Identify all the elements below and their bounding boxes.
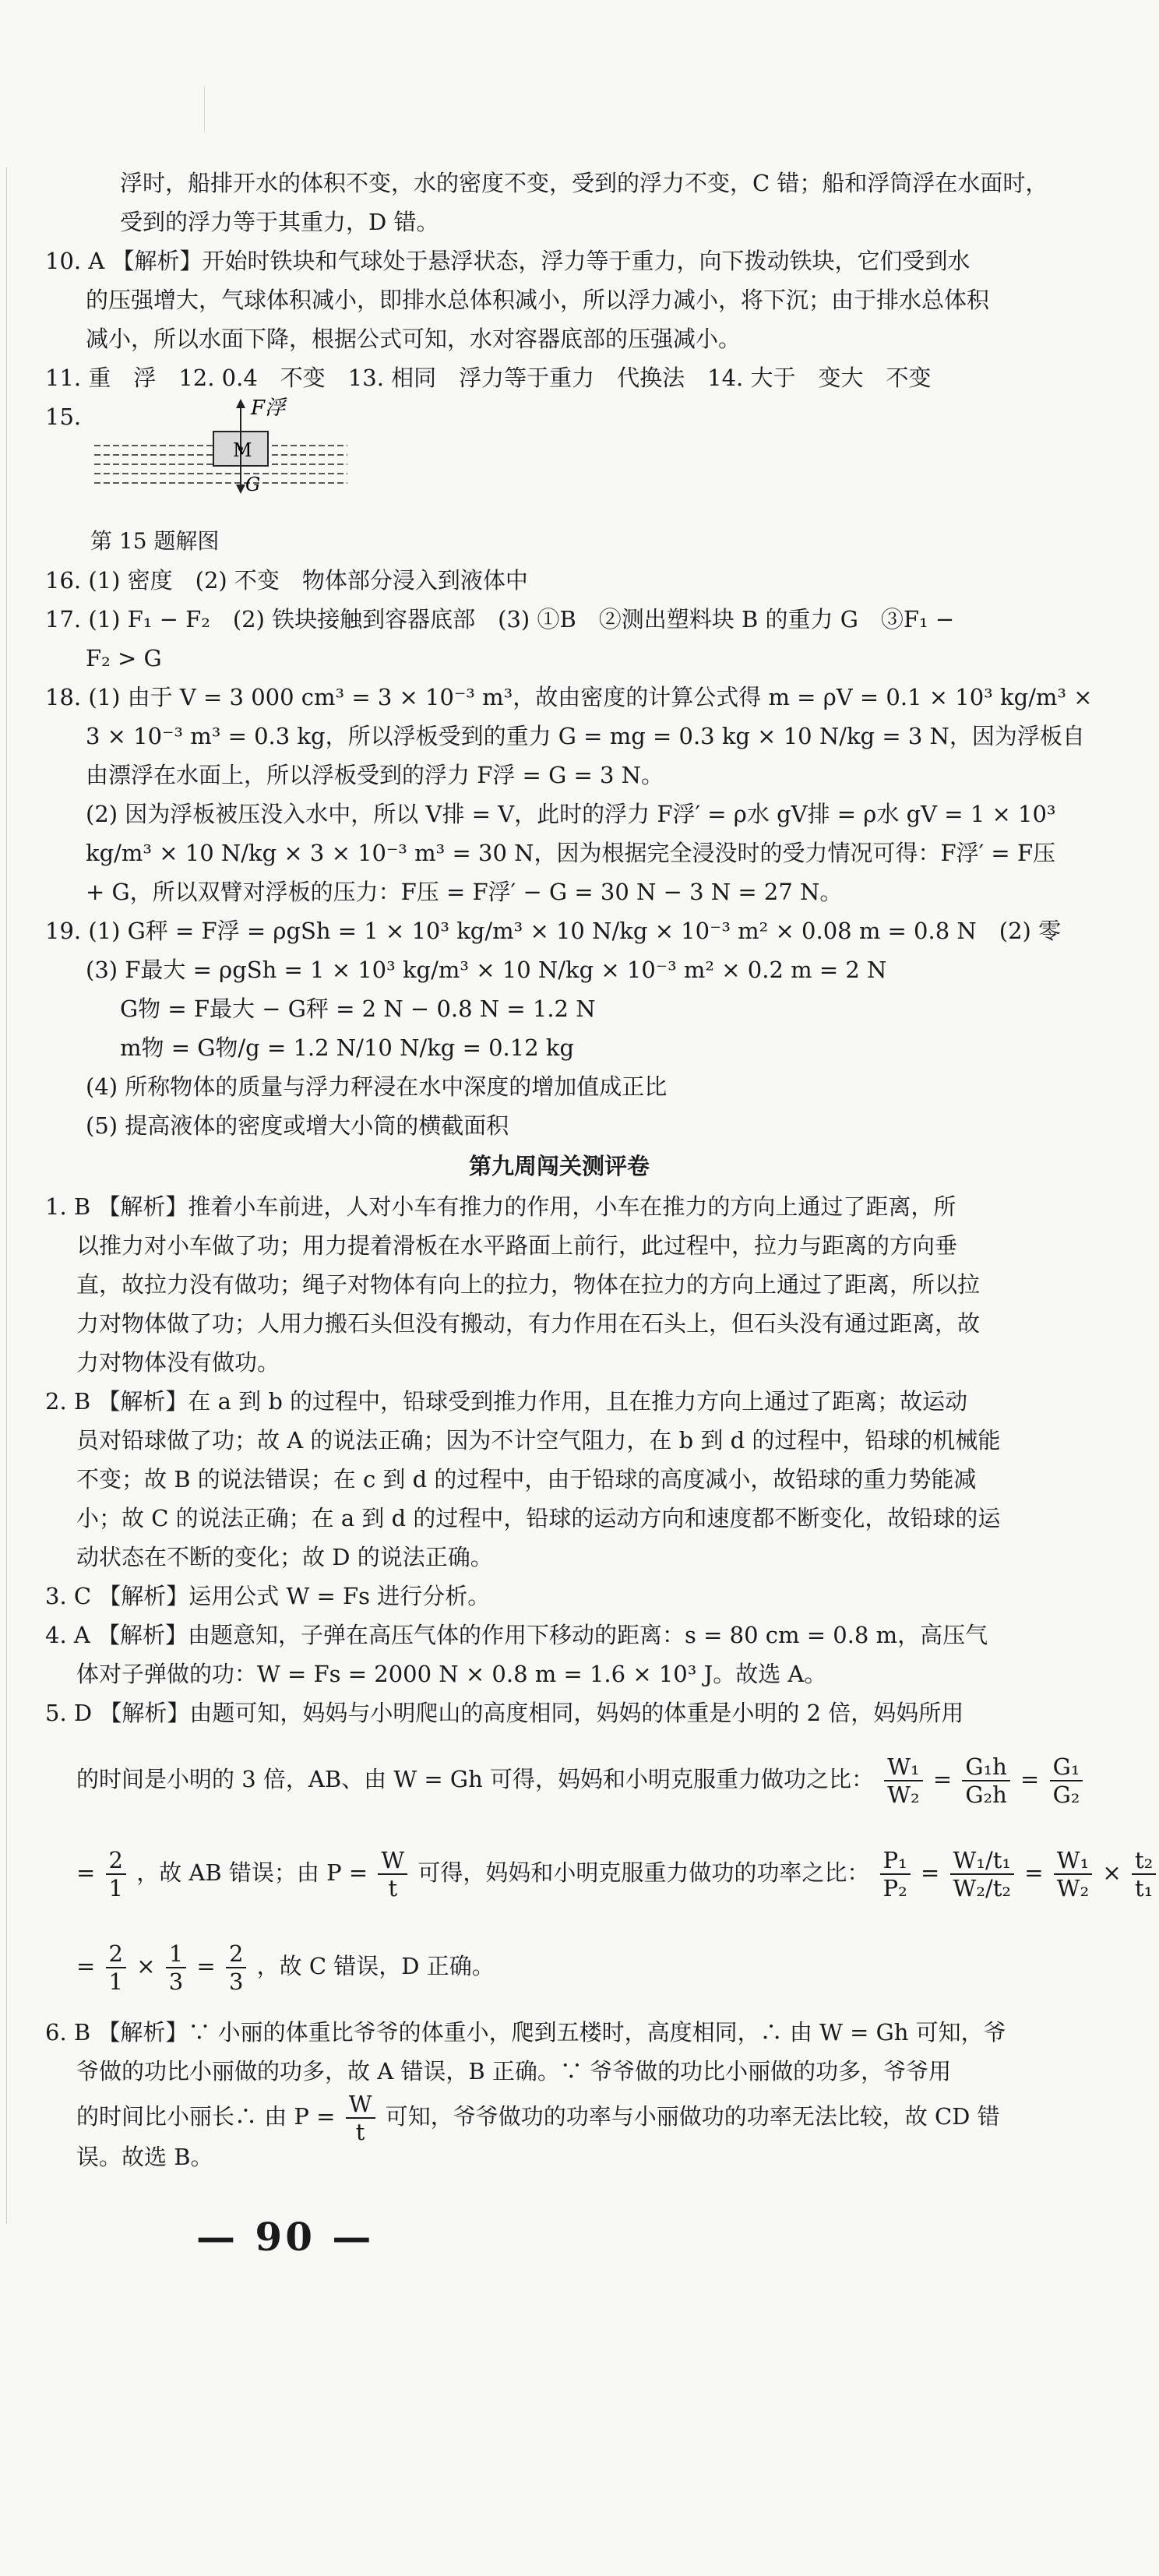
text-span: ，故 C 错误，D 正确。 [256,1953,495,1979]
margin-rule [6,167,7,2224]
text-line: 体对子弹做的功：W = Fs = 2000 N × 0.8 m = 1.6 × 10³ J。故选 A。 [76,1661,827,1687]
text-span: 可知，爷爷做功的功率与小丽做功的功率无法比较，故 CD 错 [385,2103,1000,2130]
text-line: 以推力对小车做了功；用力提着滑板在水平路面上前行，此过程中，拉力与距离的方向垂 [76,1232,958,1259]
q15-label: 15. [45,403,82,430]
text-line: 力对物体做了功；人用力搬石头但没有搬动，有力作用在石头上，但石头没有通过距离，故 [76,1310,981,1337]
page-number: — 90 — [196,2214,375,2260]
fraction: $\frac{W}{t}$ [346,2091,375,2145]
block-label: M [233,439,252,461]
q11-14-line: 11. 重 浮 12. 0.4 不变 13. 相同 浮力等于重力 代换法 14. 大于 变大 不变 [45,365,932,391]
text-line: 小；故 C 的说法正确；在 a 到 d 的过程中，铅球的运动方向和速度都不断变化，故铅球的运 [76,1505,1001,1531]
text-line: + G，所以双臂对浮板的压力：F压 = F浮′ − G = 30 N − 3 N = 27 N。 [86,879,843,905]
p4-line: 4. A 【解析】由题意知，子弹在高压气体的作用下移动的距离：s = 80 cm = 0.8 m，高压气 [45,1622,988,1648]
fraction: $\frac{\text{G₁h}}{\text{G₂h}}$ [962,1753,1009,1808]
buoyancy-diagram [90,397,347,514]
text-line: (2) 因为浮板被压没入水中，所以 V排 = V，此时的浮力 F浮′ = ρ水 gV排 = ρ水 gV = 1 × 10³ [86,801,1056,827]
text-line: kg/m³ × 10 N/kg × 3 × 10⁻³ m³ = 30 N，因为根据完全浸没时的受力情况可得：F浮′ = F压 [86,840,1056,866]
text-line: 员对铅球做了功；故 A 的说法正确；因为不计空气阻力，在 b 到 d 的过程中，铅球的机械能 [76,1427,1001,1454]
text-line: 直，故拉力没有做功；绳子对物体有向上的拉力，物体在拉力的方向上通过了距离，所以拉 [76,1271,981,1298]
text-span: = [76,1859,96,1886]
formula-line-4 [45,2091,1073,2145]
text-line: (4) 所称物体的质量与浮力秤浸在水中深度的增加值成正比 [86,1073,668,1100]
q18-line: 18. (1) 由于 V = 3 000 cm³ = 3 × 10⁻³ m³，故由密度的计算公式得 m = ρV = 0.1 × 10³ kg/m³ × [45,684,1093,710]
text-span: 可得，妈妈和小明克服重力做功的功率之比： [417,1859,870,1886]
text-line: 3 × 10⁻³ m³ = 0.3 kg，所以浮板受到的重力 G = mg = 0.3 kg × 10 N/kg = 3 N，因为浮板自 [86,723,1085,749]
q16-line: 16. (1) 密度 (2) 不变 物体部分浸入到液体中 [45,567,528,594]
fraction: $\frac{2}{3}$ [226,1940,246,1995]
fraction: $\frac{2}{1}$ [106,1940,126,1995]
p3-line: 3. C 【解析】运用公式 W = Fs 进行分析。 [45,1583,491,1609]
q17-line: 17. (1) F₁ − F₂ (2) 铁块接触到容器底部 (3) ①B ②测出塑料块 B 的重力 G ③F₁ − [45,606,955,633]
text-line: 的压强增大，气球体积减小，即排水总体积减小，所以浮力减小，将下沉；由于排水总体积 [86,287,990,313]
fraction: $\frac{\text{G₁}}{\text{G₂}}$ [1050,1753,1083,1808]
text-span: 的时间比小丽长∴ 由 P = [76,2103,336,2130]
text-span: = [76,1953,96,1979]
fraction: $\frac{\text{W₁}}{\text{W₂}}$ [884,1753,922,1808]
text-line: F₂ > G [86,645,162,671]
answer-content [45,164,1154,2176]
text-line: (3) F最大 = ρgSh = 1 × 10³ kg/m³ × 10 N/kg × 10⁻³ m² × 0.2 m = 2 N [86,957,887,983]
q10-line: 10. A 【解析】开始时铁块和气球处于悬浮状态，浮力等于重力，向下拨动铁块，它们受到水 [45,248,971,274]
fraction: $\frac{\text{t₂}}{\text{t₁}}$ [1132,1847,1156,1901]
text-line: 浮时，船排开水的体积不变，水的密度不变，受到的浮力不变，C 错；船和浮筒浮在水面时， [120,170,1048,196]
margin-rule-top [204,86,205,132]
text-line: G物 = F最大 − G秤 = 2 N − 0.8 N = 1.2 N [120,996,596,1022]
q15-block [45,397,1073,522]
text-line: (5) 提高液体的密度或增大小筒的横截面积 [86,1112,509,1139]
figure-caption: 第 15 题解图 [90,528,220,554]
text-line: 力对物体没有做功。 [76,1349,280,1376]
fraction: $\frac{\text{W₁}}{\text{W₂}}$ [1054,1847,1092,1901]
text-span: 的时间是小明的 3 倍，AB、由 W = Gh 可得，妈妈和小明克服重力做功之比： [76,1766,874,1792]
p6-line: 6. B 【解析】∵ 小丽的体重比爷爷的体重小，爬到五楼时，高度相同，∴ 由 W = Gh 可知，爷 [45,2019,1006,2046]
text-line: 减小，所以水面下降，根据公式可知，水对容器底部的压强减小。 [86,326,742,352]
fraction: $\frac{\text{P₁}}{\text{P₂}}$ [880,1847,911,1901]
text-line: m物 = G物/g = 1.2 N/10 N/kg = 0.12 kg [120,1034,575,1061]
p5-line: 5. D 【解析】由题可知，妈妈与小明爬山的高度相同，妈妈的体重是小明的 2 倍，妈妈所用 [45,1700,964,1726]
fraction: $\frac{\text{W₁/t₁}}{\text{W₂/t₂}}$ [950,1847,1014,1901]
force-label: F浮 [251,396,286,420]
text-line: 爷做的功比小丽做的功多，故 A 错误，B 正确。∵ 爷爷做的功比小丽做的功多，爷爷用 [76,2058,952,2084]
text-line: 受到的浮力等于其重力，D 错。 [120,209,439,235]
formula-line-2: = $\frac{2}{1}$ ，故 AB 错误；由 P = $\frac{W}{t}$ 可得，妈妈和小明克服重力做功的功率之比： $\frac{\text{P₁}}{\text{P₂}}$ = $\frac{\text{W₁/t₁}}{\text{W₂/t₂}}$ = $\frac{\text{W₁}}{\text{W₂}}$ × $\frac{\text{t₂}}{\text{t₁}}$ [45,1826,1073,1919]
fraction: $\frac{1}{3}$ [166,1940,186,1995]
text-line: 不变；故 B 的说法错误；在 c 到 d 的过程中，由于铅球的高度减小，故铅球的重力势能减 [76,1466,977,1492]
text-line: 动状态在不断的变化；故 D 的说法正确。 [76,1544,493,1570]
fraction: $\frac{2}{1}$ [106,1847,126,1901]
text-span: ，故 AB 错误；由 P = [136,1859,368,1886]
formula-line-3: = $\frac{2}{1}$ × $\frac{1}{3}$ = $\frac{2}{3}$ ，故 C 错误，D 正确。 [76,1940,495,1995]
formula-line-1: 的时间是小明的 3 倍，AB、由 W = Gh 可得，妈妈和小明克服重力做功之比： $\frac{\text{W₁}}{\text{W₂}}$ = $\frac{\text{G₁h}}{\text{G₂h}}$ = $\frac{\text{G₁}}{\text{G₂}}$ [45,1732,1073,1826]
fraction: $\frac{W}{t}$ [378,1847,407,1901]
text-line: 由漂浮在水面上，所以浮板受到的浮力 F浮 = G = 3 N。 [86,762,664,788]
text-line: 误。故选 B。 [76,2144,213,2170]
gravity-label: G [245,474,261,495]
p1-line: 1. B 【解析】推着小车前进，人对小车有推力的作用，小车在推力的方向上通过了距离，所 [45,1193,956,1220]
p2-line: 2. B 【解析】在 a 到 b 的过程中，铅球受到推力作用，且在推力方向上通过了距离；故运动 [45,1388,968,1415]
section-title: 第九周闯关测评卷 [468,1153,650,1179]
q19-line: 19. (1) G秤 = F浮 = ρgSh = 1 × 10³ kg/m³ × 10 N/kg × 10⁻³ m² × 0.08 m = 0.8 N (2) 零 [45,918,1062,944]
